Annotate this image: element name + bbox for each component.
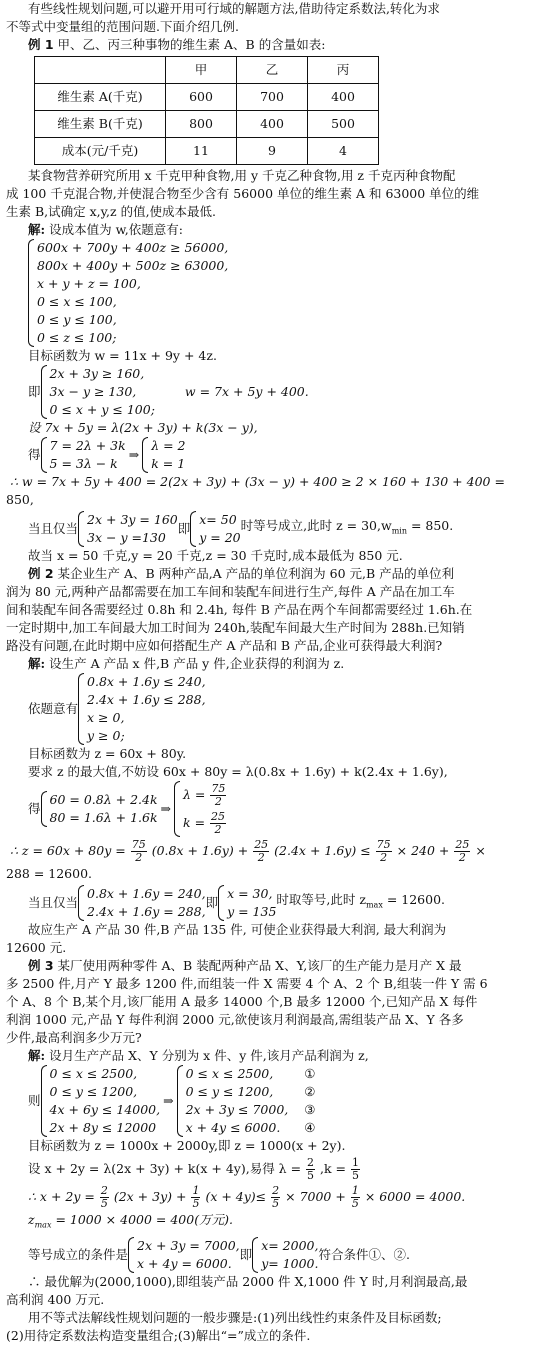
objective-line: 目标函数为 z = 1000x + 2000y,即 z = 1000(x + 2y). — [28, 1138, 346, 1153]
text: = 1000 × 4000 = 400(万元). — [51, 1212, 233, 1227]
equation-line: 0 ≤ z ≤ 100; — [37, 330, 117, 345]
equation-line: 2x + 8y ≤ 12000 — [49, 1120, 157, 1135]
equation-line: 0.8x + 1.6y = 240, — [87, 886, 206, 901]
text: = 850. — [406, 518, 454, 534]
problem-line: 成 100 千克混合物,并使混合物至少含有 56000 单位的维生素 A 和 63000 单位的维 — [6, 186, 480, 201]
equation-text — [241, 517, 454, 541]
text: 即 — [177, 521, 191, 536]
equation-line: 0 ≤ y ≤ 1200, — [49, 1084, 138, 1099]
table-header-cell: 丙 — [308, 57, 379, 84]
equation-text: w = 7x + 5y + 400. — [184, 384, 309, 399]
equation-line — [6, 1183, 544, 1211]
problem-line: 一定时期中,加工车间最大加工时间为 240h,装配车间最大生产时间为 288h.已知销 — [6, 620, 465, 635]
text: 符合条件①、②. — [318, 1246, 410, 1262]
numerator: 2 — [100, 1184, 108, 1197]
brace — [78, 511, 84, 547]
table-cell: 9 — [237, 138, 308, 165]
equation-line: 设 7x + 5y = λ(2x + 3y) + k(3x − y), — [28, 420, 258, 435]
equality-condition — [6, 885, 544, 921]
answer-line: 故当 x = 50 千克,y = 20 千克,z = 30 千克时,成本最低为 850 元. — [28, 548, 403, 563]
arrow: ⇒ — [163, 1093, 174, 1108]
equation-line: 288 = 12600. — [6, 866, 93, 881]
solve-system — [6, 781, 544, 837]
constraint-system — [6, 239, 544, 347]
circled-number: ③ — [304, 1102, 316, 1117]
brace — [41, 1065, 47, 1137]
answer-line: ∴ 最优解为(2000,1000),即组装产品 2000 件 X,1000 件 Y 时,月利润最高,最 — [28, 1273, 468, 1289]
constraint-system — [6, 673, 544, 745]
arrow: ⇒ — [128, 447, 140, 462]
problem-line: 利润 1000 元,产品 Y 每件利润 2000 元,欲使该月利润最高,需组装产品 X、Y 各多 — [6, 1012, 464, 1027]
solve-system — [6, 437, 544, 473]
text: (x + 4y)≤ — [205, 1189, 267, 1204]
solution-text: 设生产 A 产品 x 件,B 产品 y 件,企业获得的利润为 z. — [49, 656, 345, 671]
numerator: 1 — [352, 1156, 359, 1169]
equation-line: x= 2000, — [261, 1237, 319, 1253]
equation-line: 60 = 0.8λ + 2.4k — [49, 792, 158, 807]
table-row — [35, 138, 379, 165]
brace — [41, 365, 47, 419]
text: ∴ x + 2y = — [28, 1189, 95, 1204]
equation-line: y = 135 — [227, 904, 277, 919]
numerator: 75 — [211, 782, 226, 795]
equation-line: 2x + 3y ≤ 7000, — [185, 1102, 289, 1117]
brace — [28, 239, 34, 347]
numerator: 1 — [351, 1184, 359, 1197]
solution-text: 设月生产产品 X、Y 分别为 x 件、y 件,该月产品利润为 z, — [49, 1048, 369, 1063]
solution-text: 设成本值为 w,依题意有: — [49, 222, 183, 237]
intro-line: 有些线性规划问题,可以避开用可行域的解题方法,借助待定系数法,转化为求 — [28, 1, 440, 16]
denominator: 5 — [272, 1197, 280, 1210]
fraction — [191, 1185, 200, 1210]
text: × 6000 = 4000. — [364, 1189, 466, 1204]
brace — [252, 1237, 258, 1273]
solution-label: 解: — [28, 1048, 46, 1063]
equality-condition — [6, 511, 544, 547]
equation-line: 600x + 700y + 400z ≥ 56000, — [37, 240, 229, 255]
equation-line: x = 30, — [227, 886, 273, 901]
text: z — [28, 1212, 35, 1227]
subscript: max — [365, 900, 383, 910]
equation-line: 2x + 3y ≥ 160, — [49, 366, 145, 381]
text: 等号成立的条件是 — [28, 1246, 129, 1262]
equation-line: 5 = 3λ − k — [49, 456, 118, 471]
text: 即 — [28, 384, 41, 399]
objective-line: 目标函数为 w = 11x + 9y + 4z. — [28, 348, 217, 363]
equation-line: 0 ≤ x + y ≤ 100; — [49, 402, 155, 417]
example-label: 例 2 — [28, 566, 54, 581]
equation-line — [6, 1155, 544, 1183]
equation-line — [6, 1211, 544, 1235]
table-row — [35, 84, 379, 111]
equation-line: 850, — [6, 492, 34, 507]
text: (0.8x + 1.6y) + — [151, 843, 249, 858]
equation-line: 2.4x + 1.6y = 288, — [87, 904, 206, 919]
text: = 12600. — [382, 892, 446, 908]
numerator: 25 — [211, 810, 226, 823]
reduced-system — [6, 365, 544, 419]
equation-line: x ≥ 0, — [87, 710, 125, 725]
equation-line: λ = 2 — [151, 438, 186, 453]
brace — [41, 791, 47, 827]
problem-line: 间和装配车间各需要经过 0.8h 和 2.4h, 每件 B 产品在两个车间都需要经过 1.6h.在 — [6, 602, 473, 617]
equation-line: 4x + 6y ≤ 14000, — [49, 1102, 161, 1117]
text: 则 — [28, 1093, 41, 1108]
equation-line: 0 ≤ x ≤ 2500, — [49, 1066, 138, 1081]
text: (2x + 3y) + — [113, 1189, 187, 1204]
equation-line: x + 4y ≤ 6000. — [185, 1120, 281, 1135]
fraction — [253, 839, 269, 864]
text: λ = — [183, 787, 206, 802]
equation-line: 要求 z 的最大值,不妨设 60x + 80y = λ(0.8x + 1.6y) + k(2.4x + 1.6y), — [28, 764, 448, 779]
example-3-heading — [6, 957, 544, 975]
arrow: ⇒ — [160, 801, 172, 816]
denominator: 2 — [214, 823, 222, 836]
text: 即 — [205, 895, 219, 910]
text: 依题意有 — [28, 701, 79, 716]
table-cell: 400 — [237, 111, 308, 138]
vitamin-table — [34, 56, 379, 165]
fraction — [210, 811, 226, 836]
equation-line: 80 = 1.6λ + 1.6k — [49, 810, 158, 825]
text: 得 — [28, 801, 41, 816]
answer-line: 故应生产 A 产品 30 件,B 产品 135 件, 可使企业获得最大利润, 最大利润为 — [28, 922, 447, 937]
problem-line: 多 2500 件,月产 Y 最多 1200 件,而组装一件 X 需要 4 个 A、2 个 B,组装一件 Y 需 6 — [6, 976, 488, 991]
fraction — [131, 839, 147, 864]
solution-lead — [6, 1047, 544, 1065]
text: ,k = — [320, 1161, 347, 1176]
brace — [177, 1065, 183, 1137]
table-cell: 维生素 A(千克) — [35, 84, 166, 111]
equation-line: 0 ≤ y ≤ 1200, — [185, 1084, 274, 1099]
denominator: 2 — [257, 851, 265, 864]
problem-line: 少件,最高利润多少万元? — [6, 1030, 142, 1045]
example-1-heading — [6, 36, 544, 54]
numerator: 25 — [254, 838, 269, 851]
numerator: 75 — [131, 838, 146, 851]
denominator: 2 — [135, 851, 143, 864]
table-cell: 500 — [308, 111, 379, 138]
numerator: 75 — [376, 838, 391, 851]
text: 得 — [28, 447, 41, 462]
text: × 7000 + — [285, 1189, 346, 1204]
brace — [218, 885, 224, 921]
text: × — [475, 843, 486, 858]
table-cell: 11 — [166, 138, 237, 165]
numerator: 25 — [455, 838, 470, 851]
table-cell: 700 — [237, 84, 308, 111]
solution-label: 解: — [28, 656, 46, 671]
equation-line: k = 1 — [151, 456, 186, 471]
equation-line: y= 1000. — [261, 1255, 319, 1271]
problem-line: 个 A、8 个 B,某个月,该厂能用 A 最多 14000 个,B 最多 12000 个,已知产品 X 每件 — [6, 994, 478, 1009]
table-row — [35, 111, 379, 138]
text: (2.4x + 1.6y) ≤ — [274, 843, 371, 858]
summary-line: (2)用待定系数法构造变量组合;(3)解出“=”成立的条件. — [6, 1327, 311, 1343]
text: × 240 + — [396, 843, 450, 858]
equation-line: 2x + 3y = 160 — [87, 512, 178, 527]
numerator: 2 — [307, 1156, 315, 1169]
table-header-cell: 乙 — [237, 57, 308, 84]
equation-line: y ≥ 0; — [87, 728, 125, 743]
problem-line: 某厂使用两种零件 A、B 装配两种产品 X、Y,该厂的生产能力是月产 X 最 — [57, 958, 462, 973]
circled-number: ② — [304, 1084, 316, 1099]
denominator: 5 — [352, 1169, 359, 1182]
fraction — [376, 839, 392, 864]
equation-line: y = 20 — [199, 530, 241, 545]
equation-line: x + y + z = 100, — [37, 276, 141, 291]
denominator: 5 — [192, 1197, 200, 1210]
table-cell: 维生素 B(千克) — [35, 111, 166, 138]
problem-line: 生素 B,试确定 x,y,z 的值,使成本最低. — [6, 204, 217, 219]
table-cell: 600 — [166, 84, 237, 111]
table-cell: 4 — [308, 138, 379, 165]
denominator: 2 — [380, 851, 388, 864]
fraction — [210, 783, 226, 808]
text: 设 x + 2y = λ(2x + 3y) + k(x + 4y),易得 λ = — [28, 1161, 302, 1176]
constraint-system — [6, 1065, 544, 1137]
equation-line: 3x − y ≥ 130, — [49, 384, 137, 399]
example-label: 例 3 — [28, 958, 54, 973]
table-cell: 成本(元/千克) — [35, 138, 166, 165]
brace — [78, 885, 84, 921]
fraction — [351, 1185, 360, 1210]
equation-line — [183, 781, 227, 809]
equation-line: 800x + 400y + 500z ≥ 63000, — [37, 258, 229, 273]
equation-line: 0 ≤ x ≤ 2500, — [185, 1066, 274, 1081]
denominator: 5 — [100, 1197, 108, 1210]
numerator: 2 — [272, 1184, 280, 1197]
equation-text — [276, 891, 445, 915]
equality-condition — [6, 1237, 544, 1273]
objective-line: 目标函数为 z = 60x + 80y. — [28, 746, 187, 761]
equation-line: 2x + 3y = 7000, — [137, 1237, 240, 1253]
brace — [41, 437, 47, 473]
brace — [128, 1237, 134, 1273]
answer-line: 12600 元. — [6, 940, 67, 955]
table-cell: 400 — [308, 84, 379, 111]
equation-line: 7 = 2λ + 3k — [49, 438, 126, 453]
brace — [78, 673, 84, 745]
subscript: min — [391, 526, 407, 536]
denominator: 2 — [214, 795, 222, 808]
text: 当且仅当 — [28, 521, 79, 536]
equation-line — [183, 809, 227, 837]
text: k = — [183, 815, 206, 830]
problem-line: 某企业生产 A、B 两种产品,A 产品的单位利润为 60 元,B 产品的单位利 — [57, 566, 455, 581]
circled-number: ① — [304, 1066, 316, 1081]
example-lead: 甲、乙、丙三种事物的维生素 A、B 的含量如表: — [57, 37, 326, 52]
subscript: max — [34, 1220, 52, 1230]
equation-line: x + 4y = 6000. — [137, 1255, 232, 1271]
solution-lead — [6, 221, 544, 239]
denominator: 2 — [458, 851, 466, 864]
table-cell — [35, 57, 166, 84]
denominator: 5 — [307, 1169, 315, 1182]
equation-line: x= 50 — [199, 512, 237, 527]
circled-number: ④ — [304, 1120, 316, 1135]
equation-line: 0 ≤ x ≤ 100, — [37, 294, 117, 309]
summary-line: 用不等式法解线性规划问题的一般步骤是:(1)列出线性约束条件及目标函数; — [28, 1309, 442, 1325]
intro-line: 不等式中变量组的范围问题.下面介绍几例. — [6, 19, 239, 34]
table-cell: 800 — [166, 111, 237, 138]
equation-line: 2.4x + 1.6y ≤ 288, — [87, 692, 206, 707]
table-header-cell: 甲 — [166, 57, 237, 84]
solution-label: 解: — [28, 222, 46, 237]
problem-line: 润为 80 元,两种产品都需要在加工车间和装配车间进行生产,每件 A 产品在加工车 — [6, 584, 455, 599]
problem-line: 路没有问题,在此时期中应如何搭配生产 A 产品和 B 产品,企业可获得最大利润? — [6, 638, 443, 653]
text: 即 — [239, 1246, 253, 1262]
brace — [190, 511, 196, 547]
answer-line: 高利润 400 万元. — [6, 1291, 105, 1307]
fraction — [454, 839, 470, 864]
equation-line — [6, 837, 544, 865]
text: 时等号成立,此时 z = 30,w — [240, 518, 392, 534]
fraction — [100, 1185, 109, 1210]
equation-line: 0 ≤ y ≤ 100, — [37, 312, 117, 327]
text: 当且仅当 — [28, 895, 79, 910]
denominator: 5 — [351, 1197, 359, 1210]
fraction — [271, 1185, 280, 1210]
brace — [142, 437, 148, 473]
equation-line: 0.8x + 1.6y ≤ 240, — [87, 674, 206, 689]
fraction — [351, 1157, 360, 1182]
equation-line: ∴ w = 7x + 5y + 400 = 2(2x + 3y) + (3x − y) + 400 ≥ 2 × 160 + 130 + 400 = — [10, 474, 505, 489]
equation-line: 3x − y =130 — [87, 530, 166, 545]
numerator: 1 — [192, 1184, 200, 1197]
example-label: 例 1 — [28, 37, 54, 52]
brace — [174, 781, 180, 837]
text: ∴ z = 60x + 80y = — [10, 843, 126, 858]
example-2-heading — [6, 565, 544, 583]
problem-line: 某食物营养研究所用 x 千克甲种食物,用 y 千克乙种食物,用 z 千克丙种食物配 — [28, 168, 456, 183]
text: 时取等号,此时 z — [276, 892, 366, 908]
solution-lead — [6, 655, 544, 673]
table-header-row — [35, 57, 379, 84]
fraction — [306, 1157, 315, 1182]
